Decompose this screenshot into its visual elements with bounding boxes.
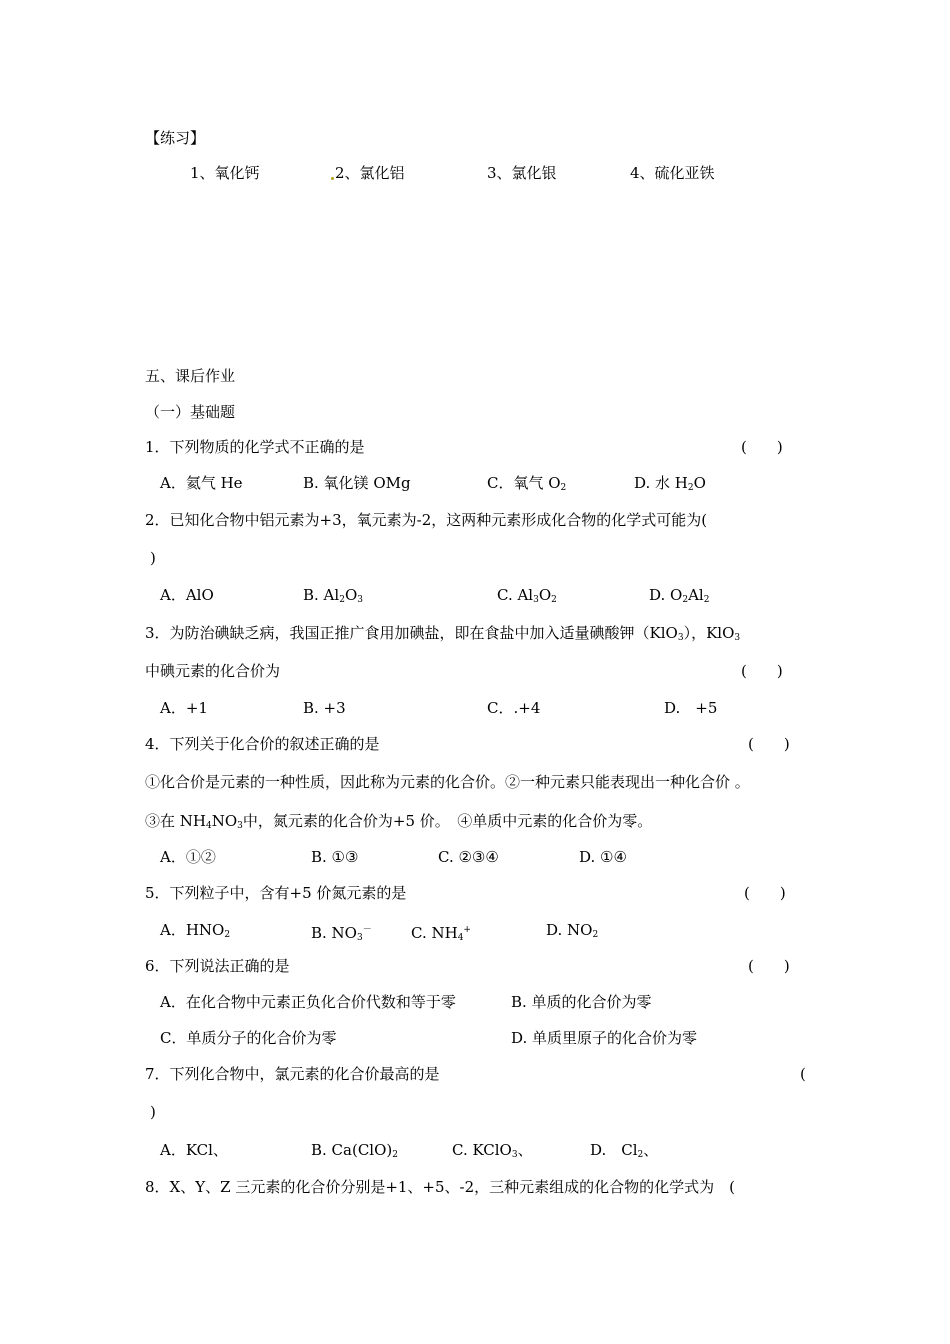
q2-option-b: B. $Al_2O_3$ — [303, 586, 363, 605]
q3-stem-line2: 中碘元素的化合价为 — [145, 662, 281, 680]
q5-stem: 5．下列粒子中，含有+5 价氮元素的是 — [145, 884, 407, 902]
q7-option-b: B. $Ca(ClO)_2$ — [311, 1141, 398, 1160]
practice-item-3: 3、氯化银 — [487, 164, 557, 182]
q2-bracket-close: ) — [150, 549, 156, 567]
q5-option-a: A．$HNO_2$ — [160, 921, 231, 940]
q5-option-d: D. $NO_2$ — [546, 921, 599, 940]
q4-statement-1: ①化合价是元素的一种性质，因此称为元素的化合价。②一种元素只能表现出一种化合价 。 — [145, 773, 750, 791]
stray-mark — [331, 177, 334, 180]
q3-answer-bracket: ( ) — [741, 662, 783, 680]
q7-stem: 7．下列化合物中，氯元素的化合价最高的是 — [145, 1065, 440, 1083]
q1-stem: 1．下列物质的化学式不正确的是 — [145, 438, 365, 456]
q2-stem: 2．已知化合物中铝元素为+3，氧元素为-2，这两种元素形成化合物的化学式可能为( — [145, 511, 708, 529]
q5-option-b: B. $NO_3^-$ — [311, 924, 372, 943]
q2-option-c: C. $Al_3O_2$ — [497, 586, 557, 605]
q2-option-a: A．AlO — [160, 586, 214, 604]
q6-answer-bracket: ( ) — [748, 957, 790, 975]
q4-stem: 4．下列关于化合价的叙述正确的是 — [145, 735, 380, 753]
q2-option-d: D. $O_2Al_2$ — [649, 586, 710, 605]
q7-option-d: D. $Cl_2$、 — [590, 1141, 659, 1160]
q6-option-a: A．在化合物中元素正负化合价代数和等于零 — [160, 993, 456, 1011]
q3-option-a: A．+1 — [160, 699, 208, 717]
q7-bracket-close: ) — [150, 1103, 156, 1121]
q3-stem-line1: 3．为防治碘缺乏病，我国正推广食用加碘盐，即在食盐中加入适量碘酸钾（KlO$_3$），KlO$_3$ — [145, 624, 741, 643]
section-subtitle: （一）基础题 — [145, 403, 236, 421]
q5-option-c: C. $NH_4^+$ — [411, 924, 471, 943]
q8-stem: 8．X、Y、Z 三元素的化合价分别是+1、+5、-2，三种元素组成的化合物的化学式为 ( — [145, 1178, 736, 1196]
q3-option-d: D. +5 — [664, 699, 718, 717]
q1-answer-bracket: ( ) — [741, 438, 783, 456]
practice-title: 【练习】 — [145, 129, 206, 147]
q6-option-b: B. 单质的化合价为零 — [511, 993, 652, 1011]
q7-bracket-open: ( — [800, 1065, 806, 1083]
q1-option-c: C．氧气 $O_2$ — [487, 474, 567, 493]
q1-option-b: B. 氧化镁 OMg — [303, 474, 411, 492]
q5-answer-bracket: ( ) — [744, 884, 786, 902]
q4-answer-bracket: ( ) — [748, 735, 790, 753]
q4-option-b: B. ①③ — [311, 848, 359, 866]
q6-option-d: D. 单质里原子的化合价为零 — [511, 1029, 698, 1047]
q7-option-c: C. KClO$_3$、 — [452, 1141, 533, 1160]
q7-option-a: A．KCl、 — [160, 1141, 228, 1159]
q1-option-a: A．氦气 He — [160, 474, 243, 492]
q4-option-d: D. ①④ — [579, 848, 627, 866]
q3-option-c: C．.+4 — [487, 699, 541, 717]
practice-item-2: 2、氯化铝 — [335, 164, 405, 182]
q6-stem: 6．下列说法正确的是 — [145, 957, 290, 975]
q4-option-c: C. ②③④ — [438, 848, 499, 866]
q1-option-d: D. 水 $H_2O$ — [634, 474, 706, 493]
section-title: 五、课后作业 — [145, 367, 236, 385]
q4-statement-2: ③在 $NH_4NO_3$中，氮元素的化合价为+5 价。 ④单质中元素的化合价为零。 — [145, 812, 653, 831]
q4-option-a: A．①② — [160, 848, 216, 866]
q3-option-b: B. +3 — [303, 699, 346, 717]
practice-item-1: 1、氧化钙 — [190, 164, 260, 182]
practice-item-4: 4、硫化亚铁 — [630, 164, 715, 182]
q6-option-c: C．单质分子的化合价为零 — [160, 1029, 337, 1047]
